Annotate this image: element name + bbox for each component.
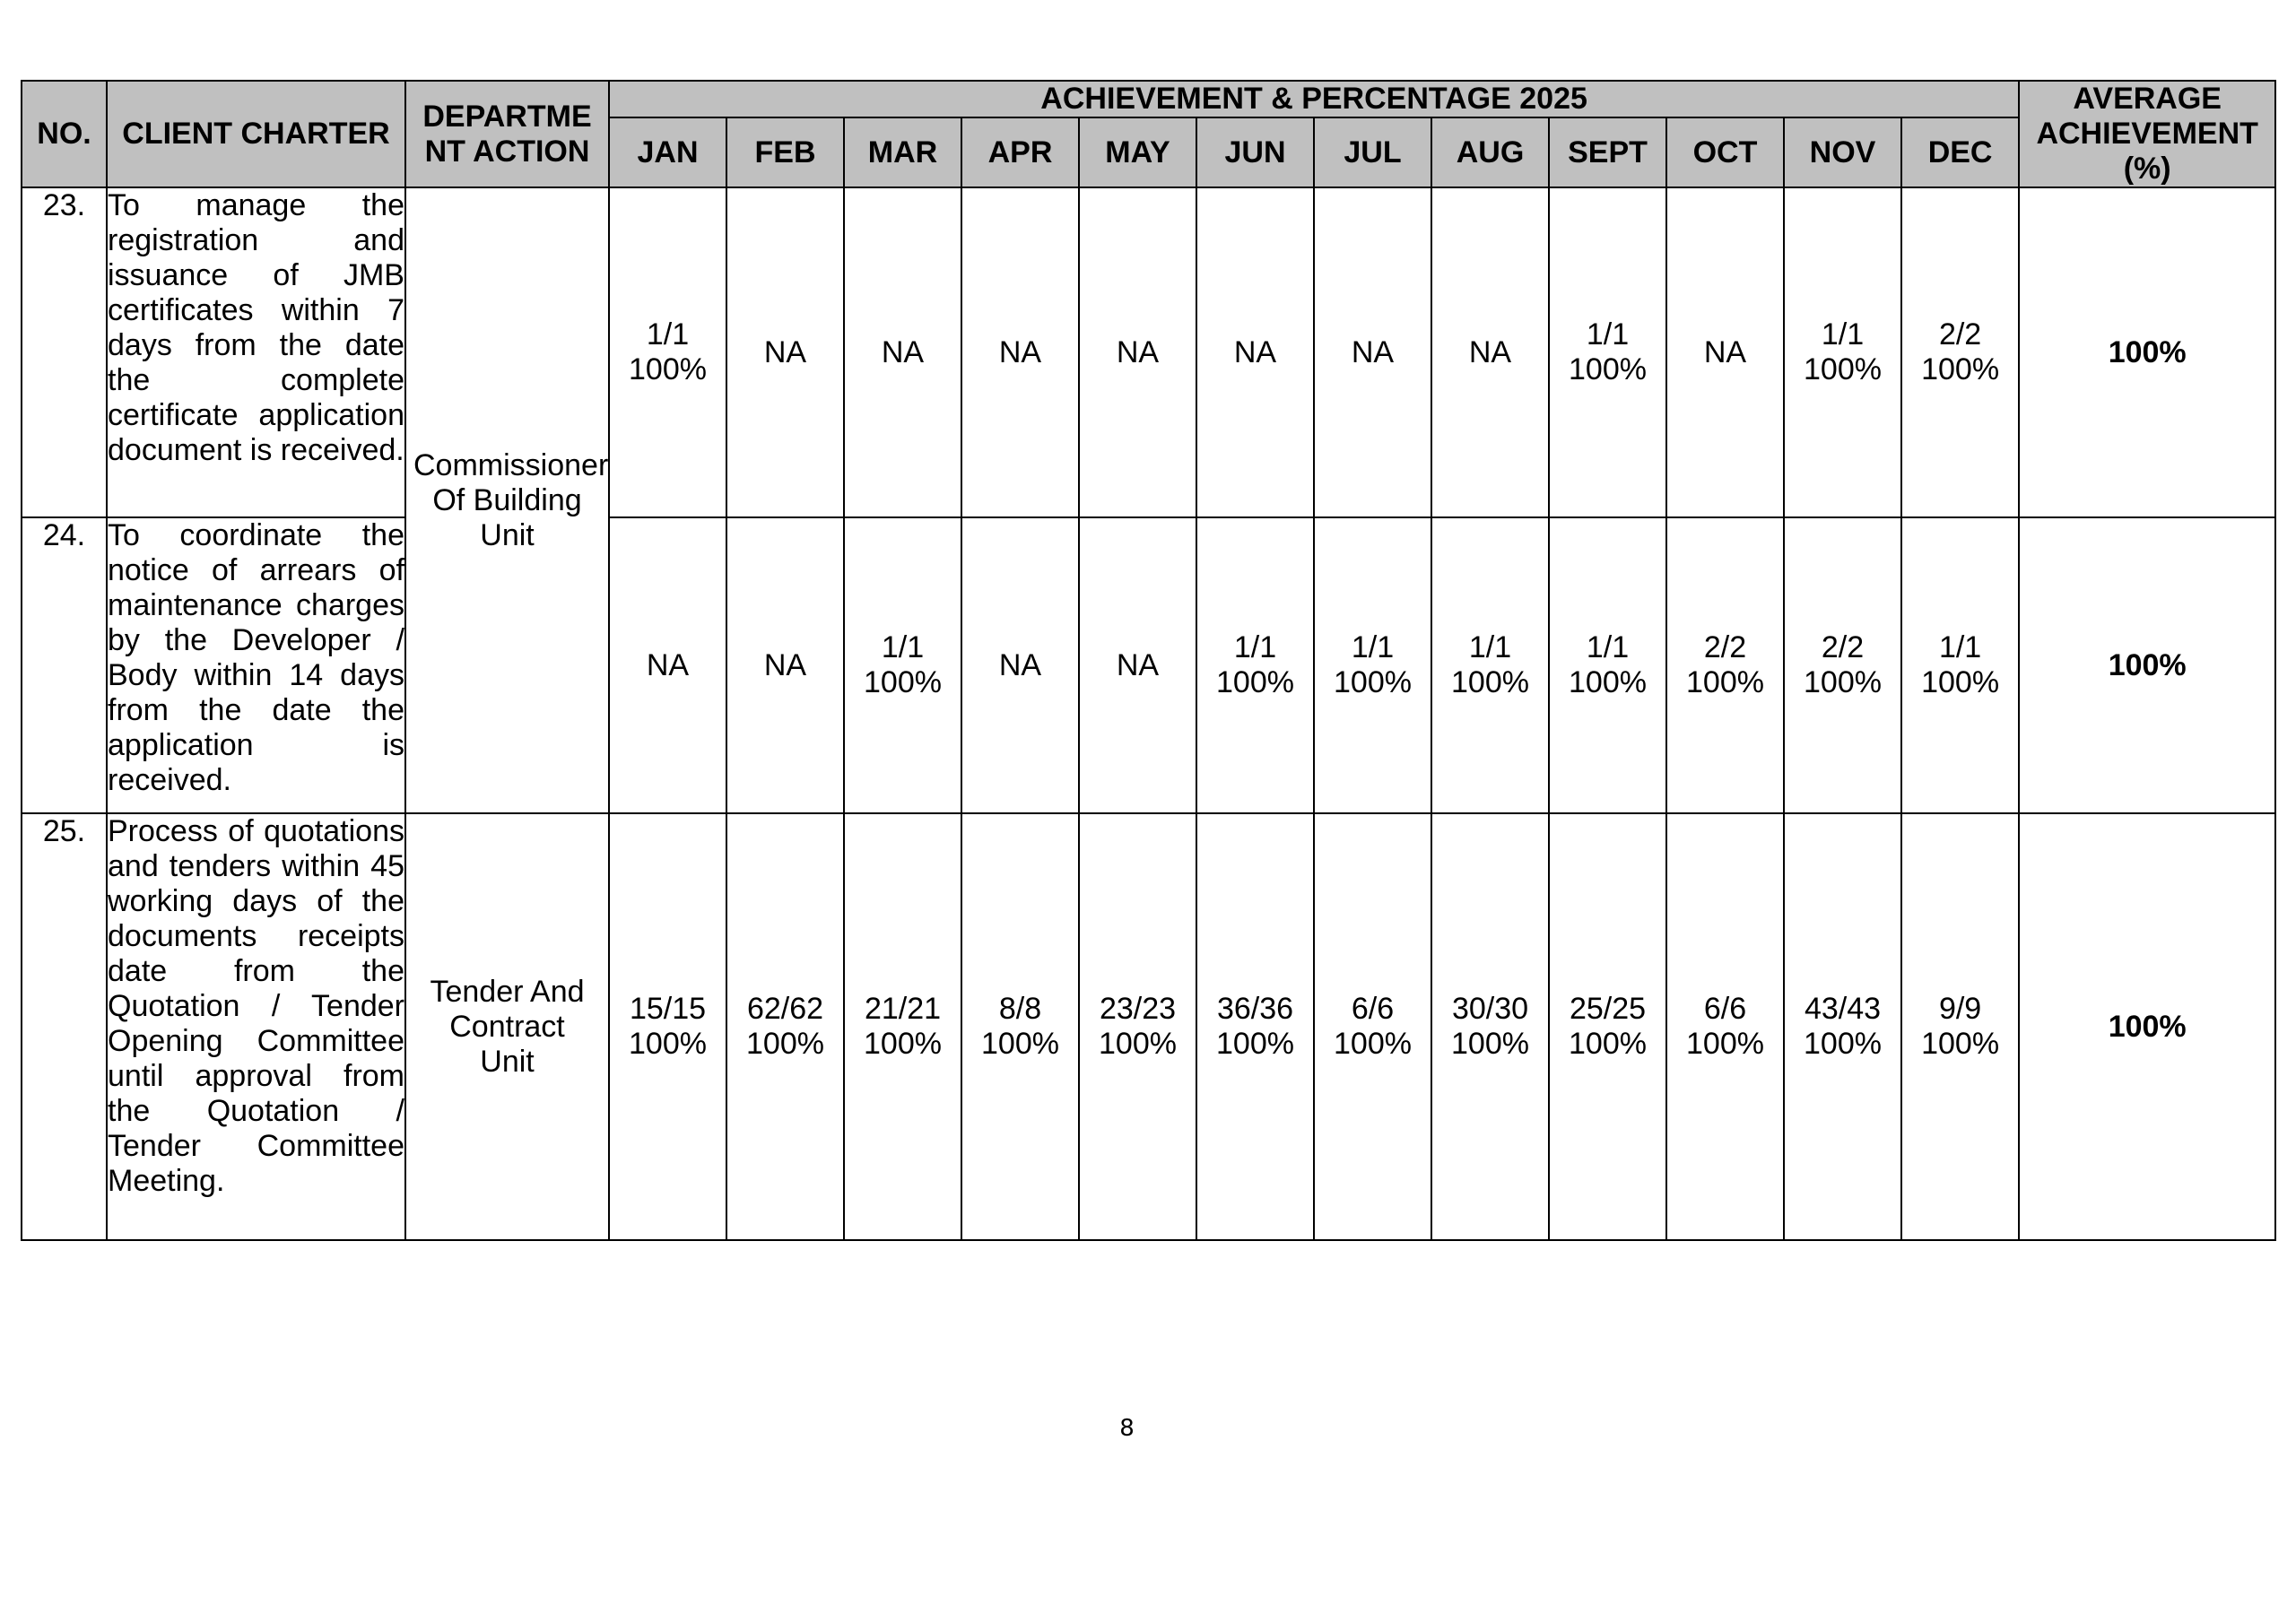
achievement-ratio: 1/1 xyxy=(1821,317,1865,352)
month-value-cell xyxy=(1901,813,2019,1240)
achievement-percentage: 100% xyxy=(1569,665,1647,699)
achievement-ratio: NA xyxy=(881,334,925,369)
header-department-action xyxy=(405,81,609,187)
month-value-cell xyxy=(1431,187,1549,517)
achievement-percentage: 100% xyxy=(1451,665,1529,699)
achievement-ratio: 25/25 xyxy=(1569,992,1647,1026)
achievement-percentage: 100% xyxy=(864,665,942,699)
header-achievement-group: ACHIEVEMENT & PERCENTAGE 2025 xyxy=(609,81,2019,117)
achievement-percentage: 100% xyxy=(629,1027,707,1061)
department-action: Tender And Contract Unit xyxy=(405,813,609,1240)
achievement-percentage: 100% xyxy=(1334,1027,1412,1061)
achievement-percentage: 100% xyxy=(1686,1027,1764,1061)
achievement-percentage: 100% xyxy=(1804,352,1882,386)
achievement-percentage: 100% xyxy=(1921,352,2000,386)
achievement-ratio: 1/1 xyxy=(1468,630,1512,664)
achievement-percentage: 100% xyxy=(1334,665,1412,699)
achievement-ratio: 6/6 xyxy=(1703,992,1747,1026)
achievement-ratio: NA xyxy=(1116,334,1160,369)
average-achievement: 100% xyxy=(2019,187,2275,517)
header-average xyxy=(2019,81,2275,187)
achievement-ratio: 8/8 xyxy=(998,992,1042,1026)
header-month-nov: NOV xyxy=(1784,117,1901,187)
header-month-oct: OCT xyxy=(1666,117,1784,187)
header-month-jun: JUN xyxy=(1196,117,1314,187)
row-number: 23. xyxy=(22,187,107,517)
header-month-feb: FEB xyxy=(726,117,844,187)
achievement-percentage: 100% xyxy=(1804,1027,1882,1061)
month-value-cell xyxy=(726,517,844,813)
month-value-cell xyxy=(1666,517,1784,813)
month-value-cell xyxy=(1901,517,2019,813)
achievement-percentage: 100% xyxy=(746,1027,824,1061)
table-row xyxy=(22,517,2275,813)
achievement-percentage: 100% xyxy=(1569,352,1647,386)
month-value-cell xyxy=(1784,517,1901,813)
header-month-dec: DEC xyxy=(1901,117,2019,187)
month-value-cell xyxy=(844,813,961,1240)
month-value-cell xyxy=(726,813,844,1240)
header-client-charter: CLIENT CHARTER xyxy=(107,81,405,187)
achievement-ratio: NA xyxy=(1703,334,1747,369)
achievement-ratio: 15/15 xyxy=(629,992,707,1026)
achievement-ratio: 1/1 xyxy=(1586,317,1630,352)
header-month-jul: JUL xyxy=(1314,117,1431,187)
month-value-cell xyxy=(1901,187,2019,517)
month-value-cell xyxy=(1079,517,1196,813)
table-body xyxy=(22,187,2275,1240)
month-value-cell xyxy=(1196,517,1314,813)
month-value-cell xyxy=(1314,187,1431,517)
achievement-percentage: 100% xyxy=(981,1027,1059,1061)
average-achievement: 100% xyxy=(2019,813,2275,1240)
month-value-cell xyxy=(609,813,726,1240)
achievement-percentage: 100% xyxy=(1569,1027,1647,1061)
achievement-ratio: NA xyxy=(646,647,690,682)
achievement-percentage: 100% xyxy=(864,1027,942,1061)
header-average-line2: ACHIEVEMENT xyxy=(2036,117,2258,151)
month-value-cell xyxy=(1196,187,1314,517)
client-charter-table xyxy=(21,80,2276,1241)
department-action: Commissioner Of Building Unit xyxy=(405,187,609,813)
header-month-jan: JAN xyxy=(609,117,726,187)
header-month-sept: SEPT xyxy=(1549,117,1666,187)
achievement-percentage: 100% xyxy=(629,352,707,386)
row-number: 24. xyxy=(22,517,107,813)
month-value-cell xyxy=(1196,813,1314,1240)
achievement-percentage: 100% xyxy=(1804,665,1882,699)
average-achievement: 100% xyxy=(2019,517,2275,813)
achievement-percentage: 100% xyxy=(1686,665,1764,699)
month-value-cell xyxy=(1549,517,1666,813)
month-value-cell xyxy=(1549,813,1666,1240)
month-value-cell xyxy=(1314,813,1431,1240)
page-number: 8 xyxy=(1119,1415,1135,1442)
achievement-ratio: 2/2 xyxy=(1703,630,1747,664)
month-value-cell xyxy=(609,517,726,813)
achievement-ratio: 30/30 xyxy=(1451,992,1529,1026)
achievement-ratio: 21/21 xyxy=(864,992,942,1026)
achievement-ratio: 2/2 xyxy=(1938,317,1982,352)
month-value-cell xyxy=(609,187,726,517)
achievement-ratio: NA xyxy=(763,334,807,369)
month-value-cell xyxy=(1314,517,1431,813)
achievement-ratio: NA xyxy=(763,647,807,682)
client-charter-text: Process of quotations and tenders within 45 working days of the documents receipts date from the Quotation / Tender Opening Committee until approval from the Quotation / Tender Committee Meeting. xyxy=(107,813,405,1240)
header-no: NO. xyxy=(22,81,107,187)
header-average-line3: (%) xyxy=(2123,152,2171,186)
header-month-mar: MAR xyxy=(844,117,961,187)
month-value-cell xyxy=(1666,813,1784,1240)
achievement-ratio: 36/36 xyxy=(1216,992,1294,1026)
month-value-cell xyxy=(1431,813,1549,1240)
table-row xyxy=(22,813,2275,1240)
header-month-may: MAY xyxy=(1079,117,1196,187)
achievement-percentage: 100% xyxy=(1099,1027,1177,1061)
achievement-ratio: 6/6 xyxy=(1351,992,1395,1026)
header-month-aug: AUG xyxy=(1431,117,1549,187)
achievement-ratio: NA xyxy=(998,334,1042,369)
header-average-line1: AVERAGE xyxy=(2073,82,2222,116)
table-row xyxy=(22,187,2275,517)
month-value-cell xyxy=(844,517,961,813)
achievement-ratio: 9/9 xyxy=(1938,992,1982,1026)
client-charter-text: To coordinate the notice of arrears of maintenance charges by the Developer / Body within 14 days from the date the application is received. xyxy=(107,517,405,813)
achievement-ratio: 1/1 xyxy=(1233,630,1277,664)
achievement-percentage: 100% xyxy=(1921,1027,2000,1061)
achievement-percentage: 100% xyxy=(1216,1027,1294,1061)
month-value-cell xyxy=(961,813,1079,1240)
header-month-apr: APR xyxy=(961,117,1079,187)
header-department-action-line2: NT ACTION xyxy=(424,134,590,169)
achievement-ratio: 1/1 xyxy=(1586,630,1630,664)
achievement-ratio: 23/23 xyxy=(1099,992,1177,1026)
achievement-ratio: 1/1 xyxy=(1351,630,1395,664)
month-value-cell xyxy=(1784,187,1901,517)
achievement-percentage: 100% xyxy=(1451,1027,1529,1061)
achievement-ratio: NA xyxy=(1116,647,1160,682)
header-department-action-line1: DEPARTME xyxy=(422,99,592,134)
month-value-cell xyxy=(1079,187,1196,517)
month-value-cell xyxy=(1549,187,1666,517)
row-number: 25. xyxy=(22,813,107,1240)
achievement-ratio: 1/1 xyxy=(881,630,925,664)
client-charter-text: To manage the registration and issuance of JMB certificates within 7 days from the date the complete certificate application document is received. xyxy=(107,187,405,517)
month-value-cell xyxy=(961,187,1079,517)
month-value-cell xyxy=(961,517,1079,813)
achievement-ratio: 1/1 xyxy=(1938,630,1982,664)
achievement-ratio: 62/62 xyxy=(746,992,824,1026)
month-value-cell xyxy=(726,187,844,517)
achievement-percentage: 100% xyxy=(1216,665,1294,699)
month-value-cell xyxy=(844,187,961,517)
achievement-ratio: NA xyxy=(1468,334,1512,369)
achievement-ratio: NA xyxy=(1233,334,1277,369)
month-value-cell xyxy=(1431,517,1549,813)
month-value-cell xyxy=(1666,187,1784,517)
achievement-ratio: 43/43 xyxy=(1804,992,1882,1026)
achievement-ratio: NA xyxy=(1351,334,1395,369)
achievement-percentage: 100% xyxy=(1921,665,2000,699)
month-value-cell xyxy=(1079,813,1196,1240)
month-value-cell xyxy=(1784,813,1901,1240)
achievement-ratio: 2/2 xyxy=(1821,630,1865,664)
achievement-ratio: 1/1 xyxy=(646,317,690,352)
achievement-ratio: NA xyxy=(998,647,1042,682)
